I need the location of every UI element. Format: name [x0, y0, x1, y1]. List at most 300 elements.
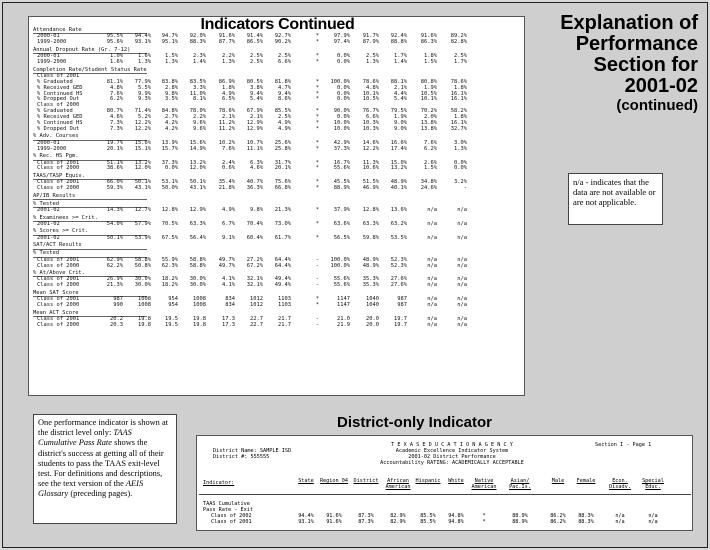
heading-line-2: Performance [575, 33, 698, 55]
table-cell: 49.7% [218, 256, 235, 263]
table-cell: 3.0% [454, 139, 467, 146]
table-cell: n/a [427, 282, 437, 289]
table-cell: 19.8 [138, 316, 151, 322]
table-cell: 10.5% [362, 96, 379, 103]
table-cell: 2.6% [424, 159, 437, 166]
table-cell: 7.6% [110, 90, 123, 97]
table-cell: 50.8% [134, 262, 151, 269]
table-cell: 48.9% [362, 256, 379, 263]
table-cell: 11.0% [189, 90, 206, 97]
table-cell: - [315, 256, 319, 263]
table-cell: 31.7% [274, 159, 291, 166]
table-cell: 43.1% [134, 185, 151, 192]
row-label: 2000-01 [37, 139, 60, 146]
table-cell: 51.1% [106, 159, 123, 166]
table-cell: 35.3% [362, 276, 379, 283]
table-cell: 88.1% [390, 78, 407, 85]
row-label: 2001-02 [37, 234, 60, 241]
table-cell: 92.0% [189, 33, 206, 40]
table-cell: 12.2% [362, 145, 379, 152]
table-cell: 10.7% [246, 139, 263, 146]
table-cell: - [315, 316, 319, 322]
table-cell: 2.1% [394, 84, 407, 91]
row-label: Class of 2001 [211, 519, 252, 525]
table-cell: n/a [457, 296, 467, 303]
table-cell: 83.8% [161, 78, 178, 85]
table-cell: 1.8% [424, 53, 437, 60]
table-cell: 13.8% [420, 125, 437, 132]
table-cell: 61.7% [274, 234, 291, 241]
table-cell: 6.5% [222, 96, 235, 103]
table-cell: 9.3% [138, 96, 151, 103]
agency-line: T E X A S E D U C A T I O N A G E N C Y [391, 442, 513, 448]
table-cell: 12.9% [246, 120, 263, 127]
table-cell: 86.5% [246, 39, 263, 46]
table-cell: n/a [457, 220, 467, 227]
table-cell: 17.3 [222, 316, 235, 322]
table-cell: 94.8% [448, 519, 464, 525]
table-cell: 4.1% [222, 282, 235, 289]
row-label: Class of 2000 [37, 302, 80, 309]
row-label: Class of 2000 [37, 165, 80, 172]
table-cell: 1.0% [110, 53, 123, 60]
table-cell: 16.7% [333, 159, 350, 166]
table-cell: 25.6% [274, 139, 291, 146]
table-cell: 16.1% [450, 90, 467, 97]
table-cell: 37.9% [333, 207, 350, 214]
table-cell: 9.4% [250, 90, 263, 97]
district-number: District #: 555555 [213, 454, 270, 460]
table-cell: 12.2% [134, 120, 151, 127]
table-cell: 2.7% [165, 114, 178, 121]
table-cell: 91.4% [246, 33, 263, 40]
table-cell: * [315, 33, 319, 40]
table-cell: 9.0% [394, 125, 407, 132]
row-label: Class of 2001 [37, 316, 80, 322]
table-cell: 19.5 [165, 316, 178, 322]
table-cell: 0.6% [222, 165, 235, 172]
table-cell: 19.5 [165, 321, 178, 328]
table-cell: 88.3% [578, 513, 594, 519]
table-cell: 21.7 [278, 321, 291, 328]
table-cell: 7.6% [424, 139, 437, 146]
table-cell: 58.8% [134, 256, 151, 263]
table-cell: 12.8% [161, 207, 178, 214]
table-cell: 27.2% [246, 256, 263, 263]
table-cell: 95.6% [106, 39, 123, 46]
table-cell: * [315, 159, 319, 166]
table-cell: 52.3% [390, 256, 407, 263]
table-cell: 10.3% [362, 125, 379, 132]
table-cell: 2.5% [278, 114, 291, 121]
section-heading: % Tested [33, 250, 59, 257]
column-header: Econ. Disadv. [609, 478, 631, 490]
table-cell: 0.0% [337, 53, 350, 60]
column-header: Native American [471, 478, 497, 490]
row-label: % Continued HS [37, 90, 83, 97]
table-cell: 50.0% [161, 185, 178, 192]
column-header: State [298, 478, 314, 484]
table-row [33, 323, 523, 329]
measure-line-1: TAAS Cumulative [203, 501, 250, 507]
table-cell: n/a [457, 302, 467, 309]
table-cell: 4.9% [278, 125, 291, 132]
table-cell: 7.6% [222, 145, 235, 152]
table-cell: n/a [427, 316, 437, 322]
table-cell: 1040 [366, 296, 379, 303]
table-cell: 8.1% [193, 96, 206, 103]
table-cell: 1.5% [424, 165, 437, 172]
table-cell: * [315, 78, 319, 85]
table-cell: 4.9% [222, 207, 235, 214]
table-cell: 91.6% [326, 519, 342, 525]
table-cell: 1012 [250, 296, 263, 303]
table-cell: 20.1% [274, 165, 291, 172]
table-cell: 21.0 [337, 316, 350, 322]
row-label: Class of 2001 [37, 159, 80, 166]
table-cell: 85.5% [420, 513, 436, 519]
table-row [33, 236, 523, 242]
table-cell: * [315, 207, 319, 214]
table-cell: 4.2% [165, 125, 178, 132]
report-name-line: 2001-02 District Performance [408, 454, 496, 460]
table-cell: 78.6% [362, 78, 379, 85]
row-label: Class of 2001 [37, 276, 80, 283]
table-cell: 34.8% [420, 179, 437, 186]
section-heading: Annual Dropout Rate (Gr. 7-12) [33, 46, 131, 53]
table-cell: 85.5% [420, 519, 436, 525]
table-cell: 92.4% [390, 33, 407, 40]
column-header: White [448, 478, 464, 484]
table-cell: * [315, 179, 319, 186]
table-cell: n/a [457, 316, 467, 322]
table-row [33, 208, 523, 214]
table-cell: 2.5% [366, 53, 379, 60]
table-cell: 15.1% [134, 145, 151, 152]
row-label: Class of 2000 [37, 282, 80, 289]
table-cell: 52.3% [390, 262, 407, 269]
table-cell: 13.2% [189, 159, 206, 166]
table-cell: 6.3% [250, 159, 263, 166]
table-cell: * [482, 513, 486, 519]
table-cell: 1147 [337, 302, 350, 309]
column-header: Male [551, 478, 565, 484]
table-cell: 32.1% [246, 282, 263, 289]
section-heading: % Tested [33, 200, 59, 207]
table-cell: 1.8% [454, 84, 467, 91]
table-cell: 32.1% [246, 276, 263, 283]
table-cell: 81.1% [106, 78, 123, 85]
table-cell: 16.1% [450, 120, 467, 127]
table-cell: 95.1% [161, 39, 178, 46]
table-cell: 87.9% [362, 39, 379, 46]
table-cell: 15.0% [390, 159, 407, 166]
table-cell: 10.3% [362, 120, 379, 127]
table-cell: 7.3% [110, 125, 123, 132]
table-cell: * [315, 302, 319, 309]
table-cell: 1.3% [454, 145, 467, 152]
table-cell: 32.7% [450, 125, 467, 132]
table-cell: 4.9% [222, 90, 235, 97]
table-cell: 70.2% [420, 108, 437, 115]
table-cell: 80.5% [246, 78, 263, 85]
note-text-3: (preceding pages). [68, 489, 133, 499]
table-cell: 36.3% [246, 185, 263, 192]
column-header: African American [385, 478, 411, 490]
table-cell: 2.2% [193, 114, 206, 121]
table-cell: 57.9% [134, 220, 151, 227]
table-cell: 85.5% [274, 108, 291, 115]
table-cell: * [315, 84, 319, 91]
table-cell: - [463, 185, 467, 192]
table-cell: 0.0% [454, 159, 467, 166]
table-cell: 78.6% [450, 78, 467, 85]
table-cell: n/a [457, 256, 467, 263]
table-cell: 84.8% [161, 108, 178, 115]
table-cell: * [315, 125, 319, 132]
section-heading: SAT/ACT Results [33, 242, 82, 249]
table-cell: n/a [457, 234, 467, 241]
table-cell: 59.8% [362, 234, 379, 241]
row-label: Class of 2000 [37, 321, 80, 328]
table-cell: 4.8% [366, 84, 379, 91]
row-label: 2000-01 [37, 53, 60, 60]
row-label: 2001-02 [37, 207, 60, 214]
table-cell: 67.2% [246, 262, 263, 269]
row-label: % Received GED [37, 114, 83, 121]
table-row [33, 60, 523, 66]
heading-line-1: Explanation of [560, 12, 698, 34]
table-cell: 20.1% [106, 145, 123, 152]
table-cell: n/a [648, 519, 658, 525]
table-cell: 2.5% [454, 53, 467, 60]
row-label: Class of 2001 [37, 179, 80, 186]
table-cell: 4.9% [278, 120, 291, 127]
table-cell: 12.9% [246, 125, 263, 132]
row-label: Class of 2000 [37, 185, 80, 192]
row-label: % Continued HS [37, 120, 83, 127]
district-only-title: District-only Indicator [337, 414, 493, 431]
table-cell: 5.5% [138, 84, 151, 91]
table-cell: 6.2% [424, 145, 437, 152]
table-cell: 48.9% [362, 262, 379, 269]
table-cell: 20.2 [110, 316, 123, 322]
table-cell: 50.1% [189, 179, 206, 186]
table-cell: 59.3% [106, 185, 123, 192]
table-cell: n/a [457, 276, 467, 283]
table-cell: 0.0% [337, 114, 350, 121]
table-cell: 49.4% [274, 282, 291, 289]
table-cell: 0.0% [337, 59, 350, 66]
table-cell: 2.3% [193, 53, 206, 60]
section-heading: AP/IB Results [33, 192, 76, 199]
table-cell: 78.0% [189, 108, 206, 115]
table-cell: 91.6% [420, 33, 437, 40]
table-cell: 20.0 [366, 321, 379, 328]
table-cell: 51.5% [362, 179, 379, 186]
table-cell: 100.0% [330, 256, 350, 263]
table-cell: 15.6% [134, 139, 151, 146]
table-cell: 56.5% [333, 234, 350, 241]
table-cell: 5.4% [250, 96, 263, 103]
table-cell: 86.3% [420, 39, 437, 46]
table-cell: 70.5% [161, 220, 178, 227]
table-cell: 2.4% [222, 159, 235, 166]
table-cell: 834 [225, 302, 235, 309]
table-cell: 86.2% [550, 519, 566, 525]
table-cell: * [315, 139, 319, 146]
table-cell: 12.9% [189, 207, 206, 214]
table-cell: * [315, 234, 319, 241]
table-cell: 90.0% [333, 108, 350, 115]
column-header: Asian/ Pac.Is. [509, 478, 531, 490]
table-cell: 2.5% [250, 53, 263, 60]
section-heading: % Adv. Courses [33, 133, 79, 140]
table-cell: n/a [427, 207, 437, 214]
system-line: Academic Excellence Indicator System [395, 448, 509, 454]
table-cell: 1.8% [222, 84, 235, 91]
table-cell: 67.5% [161, 234, 178, 241]
table-cell: 1.3% [165, 59, 178, 66]
note-text-1: One performance indicator is shown at the district level only: [38, 418, 169, 438]
table-cell: 56.4% [189, 234, 206, 241]
table-cell: 25.8% [274, 145, 291, 152]
table-cell: 54.0% [106, 220, 123, 227]
table-cell: 5.2% [138, 114, 151, 121]
table-cell: * [315, 96, 319, 103]
table-row [33, 166, 523, 172]
table-cell: 2.2% [222, 53, 235, 60]
table-cell: 18.2% [161, 282, 178, 289]
table-cell: 86.2% [550, 513, 566, 519]
measure-line-2: Pass Rate - Exit [203, 507, 253, 513]
table-cell: 82.9% [390, 513, 406, 519]
table-cell: 30.0% [134, 276, 151, 283]
table-cell: 0.0% [454, 165, 467, 172]
table-cell: 9.1% [222, 234, 235, 241]
table-cell: 88.3% [578, 519, 594, 525]
table-cell: 3.5% [165, 96, 178, 103]
table-cell: 954 [168, 302, 178, 309]
table-cell: 5.4% [394, 96, 407, 103]
table-cell: 55.6% [333, 165, 350, 172]
table-cell: 18.2% [161, 276, 178, 283]
table-cell: 14.9% [189, 145, 206, 152]
table-cell: n/a [427, 256, 437, 263]
table-cell: 63.3% [189, 220, 206, 227]
row-label: % Graduated [37, 78, 73, 85]
table-cell: 10.1% [420, 96, 437, 103]
table-cell: 35.4% [218, 179, 235, 186]
table-cell: 81.8% [274, 78, 291, 85]
table-cell: 1012 [250, 302, 263, 309]
header-rule [199, 494, 691, 495]
table-cell: 46.9% [362, 185, 379, 192]
table-cell: 62.2% [106, 262, 123, 269]
district-indicator-report [196, 435, 693, 531]
table-cell: 89.2% [450, 33, 467, 40]
table-cell: 1.9% [424, 84, 437, 91]
table-cell: - [315, 321, 319, 328]
table-cell: * [315, 59, 319, 66]
table-cell: n/a [615, 519, 625, 525]
note-glossary: AEIS Glossary [38, 479, 144, 499]
column-header: Female [576, 478, 596, 484]
row-label: Class of 2002 [211, 513, 252, 519]
table-cell: 14.6% [362, 139, 379, 146]
table-cell: 10.0% [333, 125, 350, 132]
table-cell: 4.2% [165, 120, 178, 127]
table-cell: 40.7% [246, 179, 263, 186]
table-cell: 82.8% [450, 39, 467, 46]
table-cell: 22.7 [250, 321, 263, 328]
table-cell: 21.9 [337, 321, 350, 328]
table-cell: 58.8% [189, 262, 206, 269]
table-cell: 834 [225, 296, 235, 303]
table-cell: 990 [113, 302, 123, 309]
table-cell: 9.8% [250, 207, 263, 214]
table-cell: 0.0% [337, 96, 350, 103]
table-cell: 1.4% [394, 59, 407, 66]
table-cell: 58.8% [189, 256, 206, 263]
table-cell: 1.6% [110, 59, 123, 66]
table-cell: n/a [457, 207, 467, 214]
table-cell: 55.6% [333, 282, 350, 289]
table-cell: 13.2% [390, 165, 407, 172]
table-cell: 100.0% [330, 78, 350, 85]
table-cell: 4.4% [394, 90, 407, 97]
table-cell: 97.9% [333, 33, 350, 40]
table-cell: n/a [615, 513, 625, 519]
table-cell: n/a [427, 321, 437, 328]
table-cell: 4.7% [278, 84, 291, 91]
table-cell: 2.8% [165, 84, 178, 91]
table-cell: 19.8 [193, 321, 206, 328]
table-cell: 88.9% [512, 513, 528, 519]
table-cell: 66.0% [106, 179, 123, 186]
table-cell: n/a [427, 276, 437, 283]
rating-line: Accountability RATING: ACADEMICALLY ACCEPTABLE [380, 460, 524, 466]
table-cell: 15.6% [189, 139, 206, 146]
table-cell: 64.4% [274, 256, 291, 263]
table-cell: n/a [427, 302, 437, 309]
table-cell: * [315, 120, 319, 127]
section-line: Section I - Page 1 [595, 442, 652, 448]
section-heading: Mean SAT Score [33, 289, 79, 296]
table-cell: 987 [397, 296, 407, 303]
table-cell: 95.5% [106, 33, 123, 40]
table-cell: 12.7% [134, 207, 151, 214]
table-cell: 12.8% [362, 207, 379, 214]
table-cell: 9.0% [394, 120, 407, 127]
table-cell: 70.4% [246, 220, 263, 227]
row-label: Class of 2000 [37, 102, 80, 109]
table-cell: 91.6% [218, 33, 235, 40]
table-cell: 19.7 [394, 316, 407, 322]
table-cell: 1.7% [454, 59, 467, 66]
table-cell: 49.7% [218, 262, 235, 269]
row-label: 1999-2000 [37, 39, 67, 46]
table-cell: 9.6% [193, 125, 206, 132]
table-cell: 50.1% [134, 179, 151, 186]
table-cell: 7.3% [110, 120, 123, 127]
table-cell: 87.3% [358, 513, 374, 519]
row-label: 1999-2000 [37, 145, 67, 152]
table-cell: 11.3% [362, 159, 379, 166]
table-cell: 1008 [193, 296, 206, 303]
table-cell: 27.6% [390, 282, 407, 289]
report-title: Indicators Continued [200, 16, 355, 33]
